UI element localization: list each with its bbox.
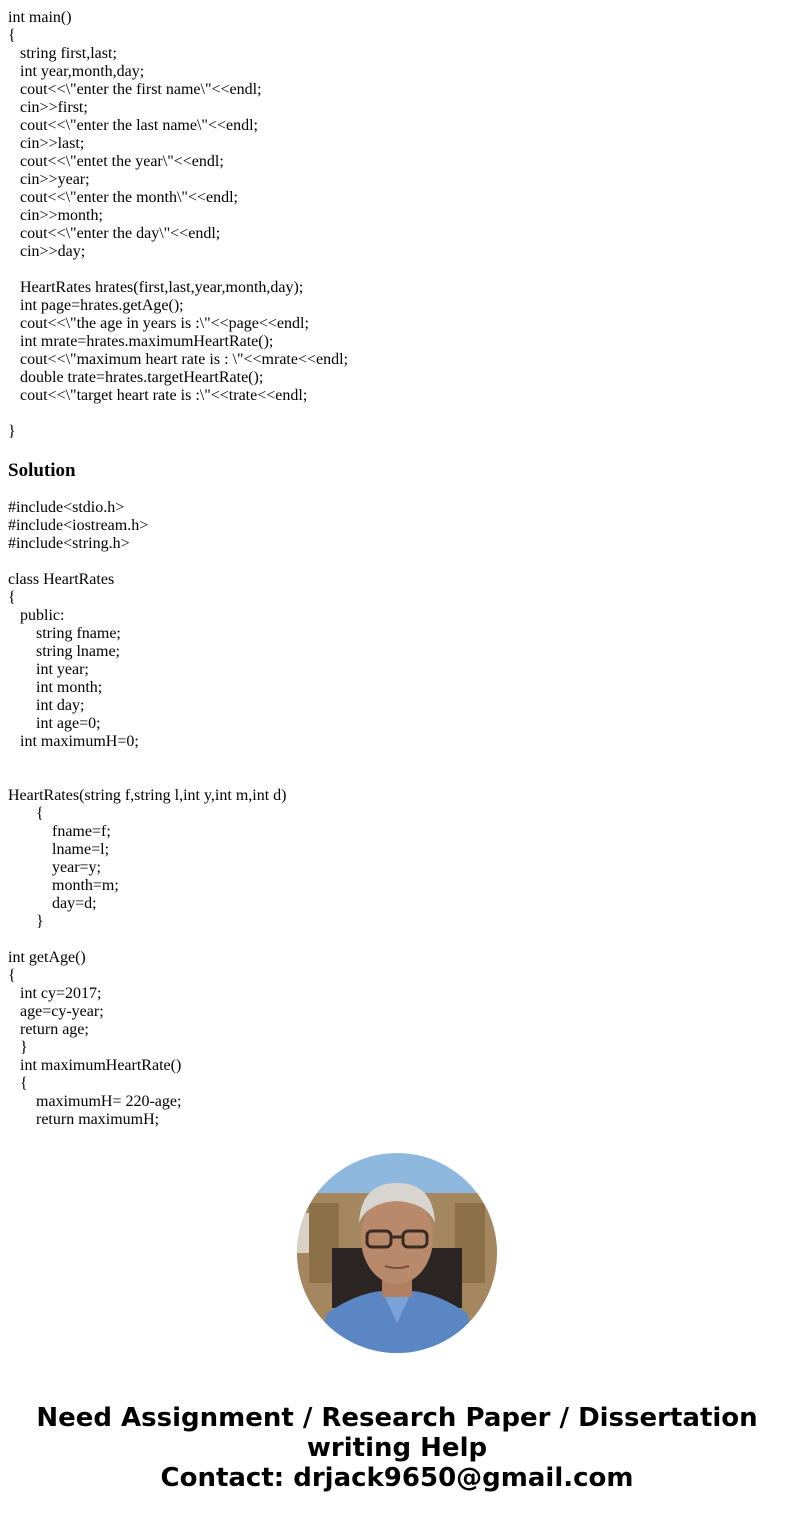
promo-line-3: Contact: drjack9650@gmail.com	[160, 1463, 634, 1493]
code-line	[8, 931, 286, 949]
code-line: day=d;	[8, 895, 97, 912]
code-line: lname=l;	[8, 841, 110, 858]
main-function-code	[8, 9, 348, 441]
code-line: int year;	[8, 661, 89, 678]
code-line: cout<<\"target heart rate is :\"<<trate<<endl;	[8, 387, 308, 404]
code-line: HeartRates hrates(first,last,year,month,day);	[8, 279, 304, 296]
code-line: month=m;	[8, 877, 119, 894]
code-line: int age=0;	[8, 715, 101, 732]
code-line	[8, 751, 286, 769]
code-line	[8, 405, 348, 423]
code-line: int mrate=hrates.maximumHeartRate();	[8, 333, 274, 350]
code-line	[8, 769, 286, 787]
code-line: string first,last;	[8, 45, 117, 62]
code-line: cout<<\"enter the first name\"<<endl;	[8, 81, 262, 98]
code-line: class HeartRates	[8, 571, 115, 588]
code-line: return age;	[8, 1021, 89, 1038]
code-line: {	[8, 967, 16, 984]
code-line: }	[8, 423, 16, 440]
code-line: fname=f;	[8, 823, 111, 840]
code-line: #include<iostream.h>	[8, 517, 149, 534]
code-line: {	[8, 589, 16, 606]
code-line: cin>>month;	[8, 207, 103, 224]
code-line: HeartRates(string f,string l,int y,int m,int d)	[8, 787, 287, 804]
promo-line-1: Need Assignment / Research Paper / Dissertation	[36, 1403, 758, 1433]
code-line: int maximumHeartRate()	[8, 1057, 182, 1074]
code-line: maximumH= 220-age;	[8, 1093, 182, 1110]
promo-line-2: writing Help	[306, 1433, 488, 1463]
code-line: {	[8, 805, 44, 822]
code-line: double trate=hrates.targetHeartRate();	[8, 369, 264, 386]
solution-code	[8, 499, 286, 1129]
code-line	[8, 553, 286, 571]
code-line: int cy=2017;	[8, 985, 102, 1002]
code-line: }	[8, 1039, 28, 1056]
author-avatar	[297, 1153, 497, 1353]
code-line: cout<<\"enter the month\"<<endl;	[8, 189, 238, 206]
code-line: cin>>year;	[8, 171, 90, 188]
code-line: int year,month,day;	[8, 63, 145, 80]
code-line: string lname;	[8, 643, 120, 660]
code-line: int maximumH=0;	[8, 733, 139, 750]
code-line: #include<stdio.h>	[8, 499, 125, 516]
code-line: cin>>first;	[8, 99, 88, 116]
code-line: cin>>day;	[8, 243, 86, 260]
solution-heading: Solution	[8, 460, 76, 481]
code-line: string fname;	[8, 625, 121, 642]
code-line: age=cy-year;	[8, 1003, 104, 1020]
code-line: int month;	[8, 679, 103, 696]
code-line: int getAge()	[8, 949, 86, 966]
code-line: {	[8, 27, 16, 44]
code-line: cin>>last;	[8, 135, 85, 152]
code-line: {	[8, 1075, 28, 1092]
code-line: int day;	[8, 697, 85, 714]
code-line: }	[8, 913, 44, 930]
code-line: cout<<\"entet the year\"<<endl;	[8, 153, 224, 170]
code-line: return maximumH;	[8, 1111, 160, 1128]
code-line: int page=hrates.getAge();	[8, 297, 184, 314]
code-line: cout<<\"the age in years is :\"<<page<<endl;	[8, 315, 309, 332]
code-line: cout<<\"enter the day\"<<endl;	[8, 225, 221, 242]
code-line	[8, 261, 348, 279]
code-line: public:	[8, 607, 65, 624]
code-line: #include<string.h>	[8, 535, 130, 552]
code-line: cout<<\"enter the last name\"<<endl;	[8, 117, 258, 134]
code-line: cout<<\"maximum heart rate is : \"<<mrate<<endl;	[8, 351, 349, 368]
code-line: int main()	[8, 9, 72, 26]
code-line: year=y;	[8, 859, 101, 876]
promo-text	[0, 1403, 794, 1493]
